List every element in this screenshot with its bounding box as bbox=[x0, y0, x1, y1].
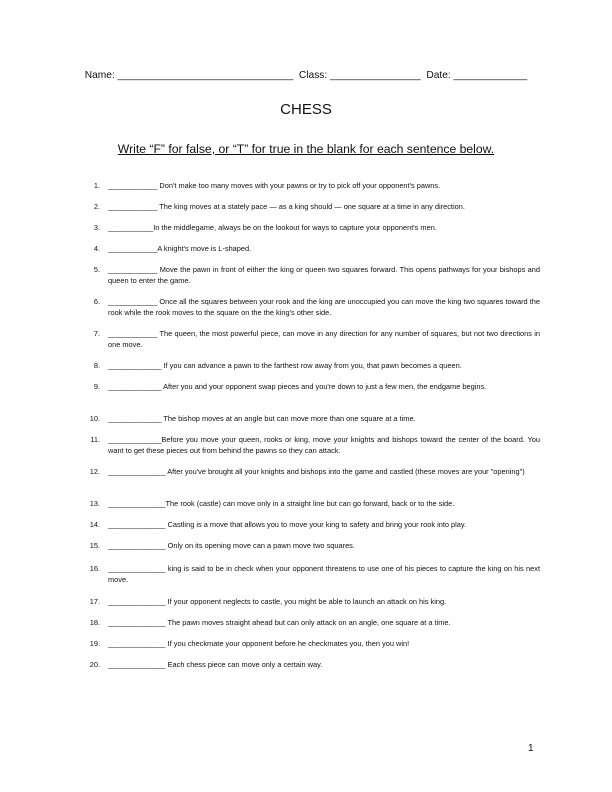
question-number: 4. bbox=[93, 244, 100, 253]
student-info-line: Name: _______________________________ Class: ________________ Date: _____________ bbox=[84, 70, 528, 81]
question-text: ______________The rook (castle) can move only in a straight line but can go forward, back or to the side. bbox=[108, 499, 455, 508]
question-number: 1. bbox=[93, 181, 100, 190]
question-text: ____________ Don't make too many moves with your pawns or try to pick off your opponent's pawns. bbox=[108, 181, 441, 190]
question-text: ______________ If you checkmate your opponent before he checkmates you, then you win! bbox=[108, 639, 410, 648]
question-text: ______________ After you've brought all your knights and bishops into the game and castled (these moves are your "opening") bbox=[108, 467, 525, 476]
question-number: 11. bbox=[90, 435, 100, 444]
question-text: ______________ Each chess piece can move only a certain way. bbox=[108, 660, 323, 669]
question-text: ____________A knight's move is L-shaped. bbox=[108, 244, 252, 253]
question-text: ____________ The king moves at a stately pace — as a king should — one square at a time in any direction. bbox=[108, 202, 465, 211]
question-number: 15. bbox=[89, 541, 100, 550]
question-number: 3. bbox=[93, 223, 100, 232]
question-number: 20. bbox=[89, 660, 100, 669]
question-text: _____________ After you and your opponent swap pieces and you're down to just a few men, the endgame begins. bbox=[108, 382, 487, 391]
instructions: Write “F” for false, or “T” for true in the blank for each sentence below. bbox=[117, 142, 495, 156]
question-number: 18. bbox=[89, 618, 100, 627]
question-text: _____________ If you can advance a pawn to the farthest row away from you, that pawn becomes a queen. bbox=[108, 361, 462, 370]
question-text: _____________Before you move your queen, rooks or king, move your knights and bishops toward the center of the board. You want to get these pieces out from behind the pawns so they can attack. bbox=[108, 435, 540, 455]
question-number: 17. bbox=[89, 597, 100, 606]
question-number: 9. bbox=[93, 382, 100, 391]
question-text: ______________ king is said to be in check when your opponent threatens to use one of his pieces to capture the king on his next move. bbox=[108, 564, 540, 584]
question-number: 12. bbox=[89, 467, 100, 476]
question-number: 6. bbox=[93, 297, 100, 306]
page-number: 1 bbox=[528, 743, 534, 754]
worksheet-title: CHESS bbox=[280, 101, 332, 118]
question-text: ___________In the middlegame, always be on the lookout for ways to capture your opponent's men. bbox=[108, 223, 437, 232]
question-number: 14. bbox=[89, 520, 100, 529]
question-number: 10. bbox=[89, 414, 100, 423]
question-text: ____________ Move the pawn in front of either the king or queen two squares forward. This opens pathways for your bishops and queen to enter the game. bbox=[108, 265, 540, 285]
question-text: ______________ Castling is a move that allows you to move your king to safety and bring your rook into play. bbox=[108, 520, 467, 529]
question-number: 13. bbox=[89, 499, 100, 508]
question-text: ______________ The pawn moves straight ahead but can only attack on an angle, one square at a time. bbox=[108, 618, 451, 627]
question-number: 8. bbox=[93, 361, 100, 370]
question-text: ____________ Once all the squares between your rook and the king are unoccupied you can move the king two squares toward the rook while the rook moves to the square on the the king's other side. bbox=[108, 297, 540, 317]
question-text: ____________ The queen, the most powerful piece, can move in any direction for any number of squares, but not two directions in one move. bbox=[108, 329, 540, 349]
question-text: _____________ The bishop moves at an angle but can move more than one square at a time. bbox=[108, 414, 416, 423]
question-number: 19. bbox=[89, 639, 100, 648]
question-text: ______________ Only on its opening move can a pawn move two squares. bbox=[108, 541, 355, 550]
question-number: 5. bbox=[93, 265, 100, 274]
question-number: 16. bbox=[89, 564, 100, 573]
question-number: 7. bbox=[93, 329, 100, 338]
question-text: ______________ If your opponent neglects to castle, you might be able to launch an attack on his king. bbox=[108, 597, 447, 606]
question-number: 2. bbox=[93, 202, 100, 211]
